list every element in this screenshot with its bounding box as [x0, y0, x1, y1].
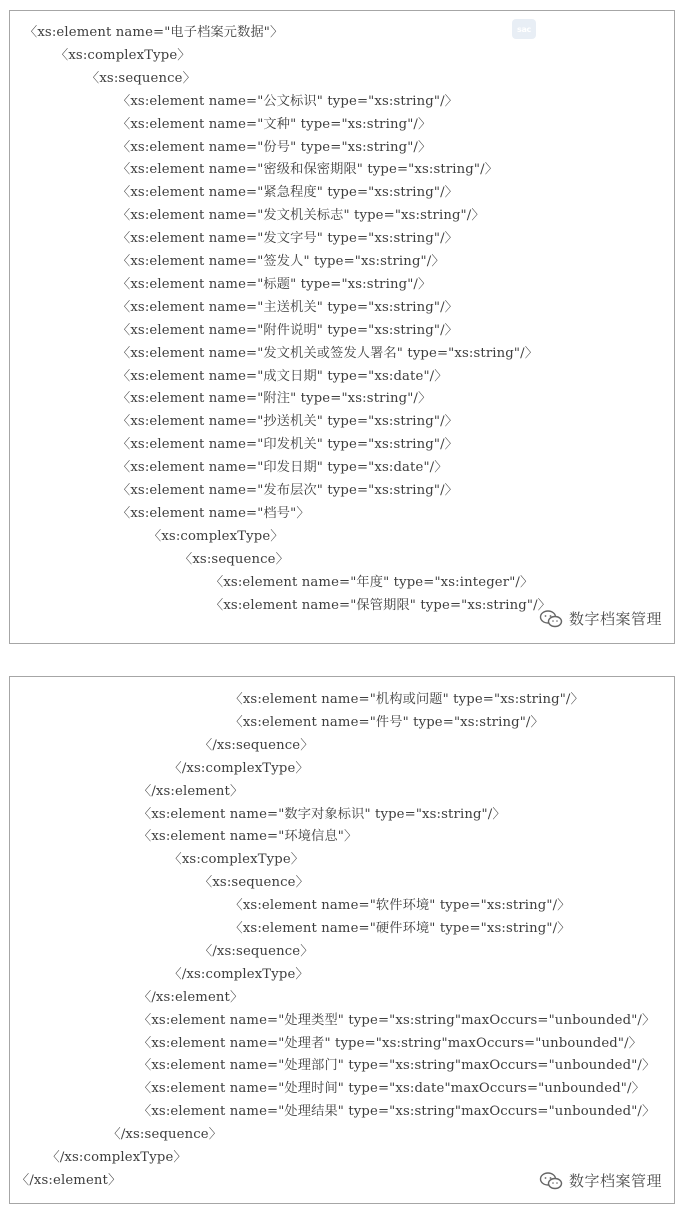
code-line: 〈/xs:element〉: [138, 783, 244, 799]
code-line: 〈xs:element name="密级和保密期限" type="xs:string"/〉: [117, 162, 499, 178]
code-line: 〈xs:element name="公文标识" type="xs:string"/〉: [117, 93, 459, 109]
code-line: 〈xs:element name="件号" type="xs:string"/〉: [229, 714, 544, 730]
code-line: 〈xs:complexType〉: [148, 528, 284, 544]
code-line: 〈xs:element name="处理部门" type="xs:string"maxOccurs="unbounded"/〉: [138, 1058, 656, 1074]
code-line: 〈xs:element name="附注" type="xs:string"/〉: [117, 391, 432, 407]
code-line: 〈xs:sequence〉: [179, 551, 289, 567]
code-line: 〈xs:element name="发文机关或签发人署名" type="xs:string"/〉: [117, 345, 539, 361]
code-line: 〈/xs:element〉: [138, 989, 244, 1005]
wechat-icon: [539, 1171, 563, 1191]
code-line: 〈/xs:sequence〉: [199, 943, 314, 959]
code-line: 〈xs:element name="电子档案元数据"〉: [24, 25, 284, 40]
code-line: 〈xs:element name="发文机关标志" type="xs:string"/〉: [117, 208, 485, 224]
code-line: 〈/xs:sequence〉: [199, 737, 314, 753]
code-line: 〈xs:sequence〉: [86, 70, 196, 86]
watermark-text: 数字档案管理: [568, 1172, 662, 1190]
code-line: 〈/xs:complexType〉: [168, 760, 309, 776]
code-line: 〈xs:element name="签发人" type="xs:string"/〉: [117, 254, 445, 269]
code-line: 〈xs:element name="发文字号" type="xs:string"/〉: [117, 231, 459, 247]
code-line: 〈xs:element name="份号" type="xs:string"/〉: [117, 139, 432, 155]
watermark: [539, 1170, 662, 1191]
watermark-text: 数字档案管理: [568, 610, 662, 628]
code-line: 〈xs:element name="处理类型" type="xs:string"maxOccurs="unbounded"/〉: [138, 1012, 656, 1028]
code-panel-bottom: [9, 676, 675, 1204]
code-line: 〈xs:element name="环境信息"〉: [138, 829, 358, 845]
code-panel-top: [9, 10, 675, 644]
code-line: 〈xs:element name="文种" type="xs:string"/〉: [117, 116, 432, 132]
code-line: 〈xs:complexType〉: [55, 47, 191, 63]
code-line: 〈xs:sequence〉: [199, 875, 309, 891]
code-line: 〈xs:element name="处理时间" type="xs:date"maxOccurs="unbounded"/〉: [138, 1081, 645, 1097]
code-line: 〈xs:element name="机构或问题" type="xs:string"/〉: [229, 692, 584, 707]
code-line: 〈xs:element name="标题" type="xs:string"/〉: [117, 276, 432, 292]
code-line: 〈xs:element name="紧急程度" type="xs:string"/〉: [117, 185, 459, 201]
code-line: 〈/xs:sequence〉: [107, 1127, 223, 1143]
watermark: [539, 608, 662, 629]
wechat-icon: [539, 609, 563, 629]
code-line: 〈xs:element name="成文日期" type="xs:date"/〉: [117, 368, 448, 384]
code-line: 〈xs:element name="发布层次" type="xs:string"/〉: [117, 483, 459, 498]
code-line: 〈xs:element name="保管期限" type="xs:string"/〉: [210, 597, 552, 613]
code-line: 〈xs:element name="印发日期" type="xs:date"/〉: [117, 460, 448, 476]
code-line: 〈xs:element name="数字对象标识" type="xs:string"/〉: [138, 806, 506, 822]
code-line: 〈xs:element name="处理者" type="xs:string"maxOccurs="unbounded"/〉: [138, 1035, 643, 1051]
code-line: 〈xs:element name="主送机关" type="xs:string"/〉: [117, 299, 459, 315]
corner-logo: sac: [512, 19, 536, 39]
code-line: 〈xs:element name="印发机关" type="xs:string"/〉: [117, 437, 459, 453]
code-line: 〈xs:element name="处理结果" type="xs:string"maxOccurs="unbounded"/〉: [138, 1104, 656, 1120]
code-line: 〈xs:element name="抄送机关" type="xs:string"/〉: [117, 414, 459, 430]
code-line: 〈xs:element name="硬件环境" type="xs:string"/〉: [229, 921, 571, 936]
code-line: 〈xs:element name="附件说明" type="xs:string"/〉: [117, 322, 459, 338]
code-line: 〈xs:element name="软件环境" type="xs:string"/〉: [229, 898, 571, 914]
code-line: 〈/xs:complexType〉: [168, 966, 309, 982]
code-line: 〈/xs:element〉: [16, 1172, 122, 1188]
code-line: 〈xs:element name="年度" type="xs:integer"/〉: [210, 574, 534, 590]
code-line: 〈/xs:complexType〉: [46, 1150, 187, 1165]
code-line: 〈xs:complexType〉: [168, 852, 305, 868]
code-line: 〈xs:element name="档号"〉: [117, 505, 310, 521]
